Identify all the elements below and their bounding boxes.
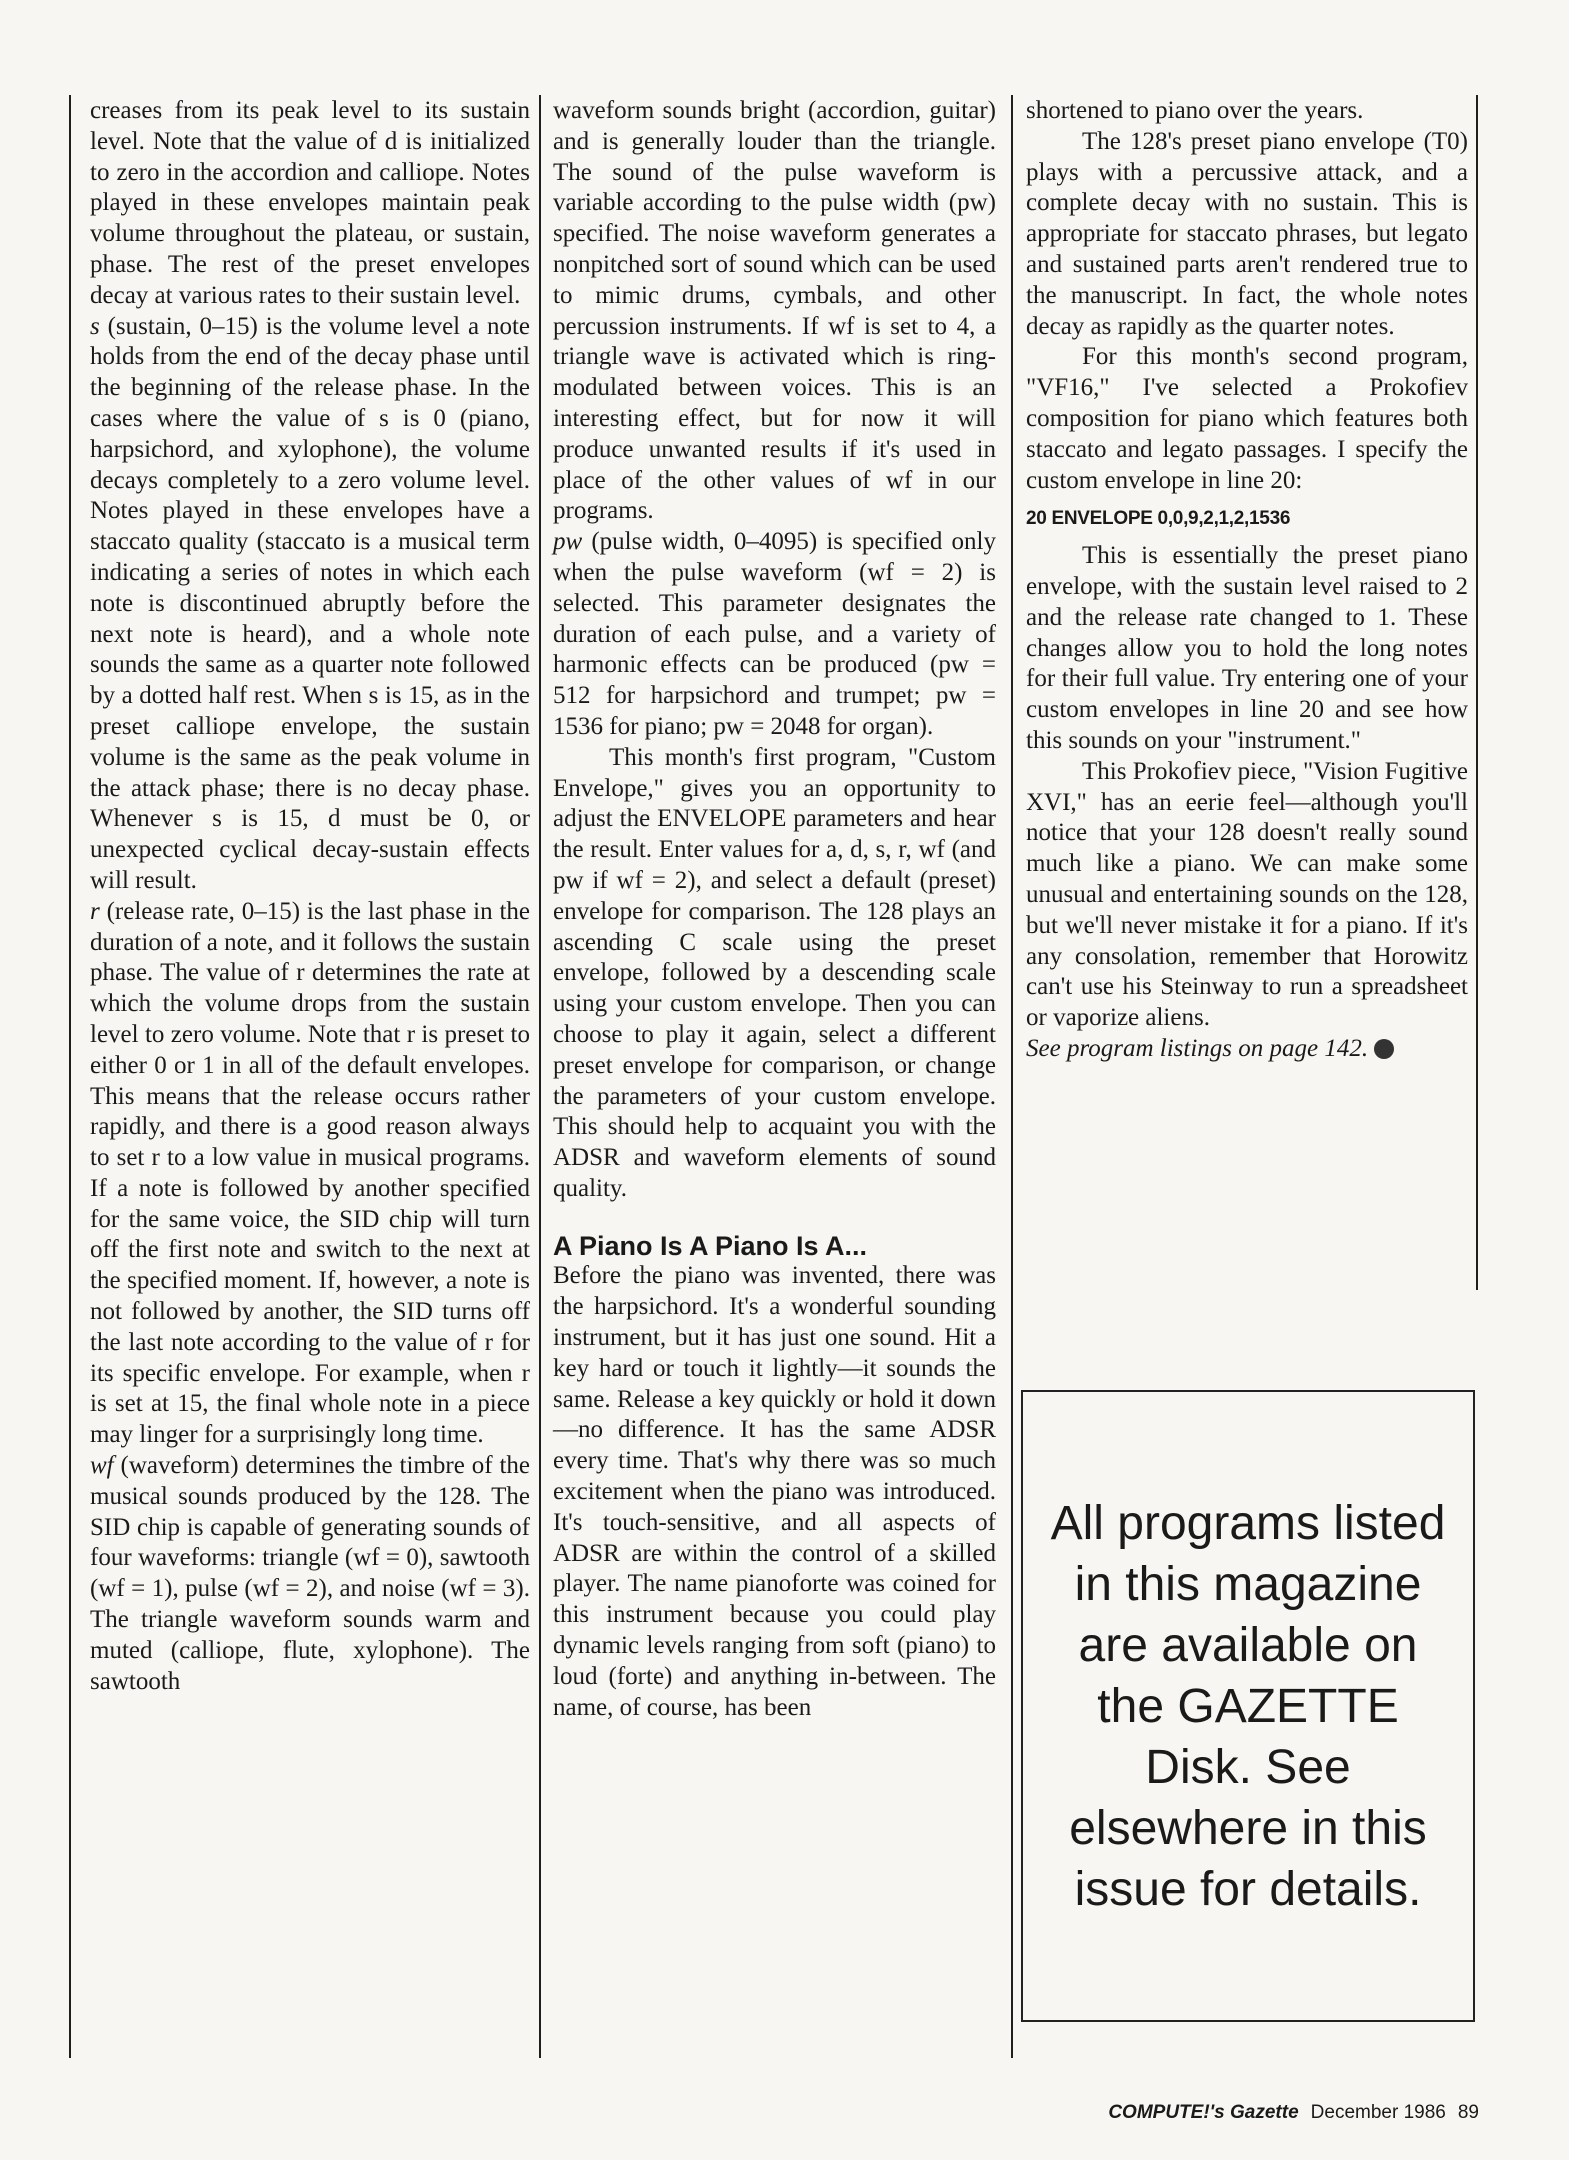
paragraph: shortened to piano over the years. xyxy=(1026,97,1364,124)
term-wf-definition: (waveform) determines the timbre of the musical sounds produced by the 128. The SID chip is capable of generating sounds of four waveforms: triangle (wf = 0), sawtooth (wf = 1), pulse (wf = 2), and noise (wf = 3). The triangle waveform sounds warm and muted (calliope, flute, xylophone). The sawtooth xyxy=(90,1452,530,1695)
term-wf: wf xyxy=(90,1452,114,1480)
paragraph-waveform xyxy=(90,1451,530,1697)
term-r-definition: (release rate, 0–15) is the last phase in the duration of a note, and it follows the sustain phase. The value of r determines the rate at which the volume drops from the sustain level to zero volume. Note that r is preset to either 0 or 1 in all of the default envelopes. This means that the release occurs rather rapidly, and there is a good reason always to set r to a low value in musical programs. If a note is followed by another specified for the same voice, the SID chip will turn off the first note and switch to the next at the specified moment. If, however, a note is not followed by another, the SID turns off the last note according to the value of r for its specific envelope. For example, when r is set at 15, the final whole note in a piece may linger for a surprisingly long time. xyxy=(90,897,530,1449)
column-rule-right xyxy=(1476,95,1478,1290)
paragraph-release xyxy=(90,897,530,1451)
column-rule-1 xyxy=(539,95,541,2058)
see-listings-text: See program listings on page 142. xyxy=(1026,1034,1369,1062)
paragraph: The 128's preset piano envelope (T0) plays with a percussive attack, and a complete decay with no sustain. This is appropriate for staccato phrases, but legato and sustained parts aren't rendered true to the manuscript. In fact, the whole notes decay as rapidly as the quarter notes. xyxy=(1026,127,1468,340)
term-s: s xyxy=(90,312,100,340)
paragraph-pulse-width xyxy=(553,527,996,743)
end-mark-icon xyxy=(1374,1039,1394,1059)
article-column-2 xyxy=(553,96,996,1723)
issue-date: December 1986 xyxy=(1310,2102,1446,2123)
page-number: 89 xyxy=(1457,2102,1479,2123)
section-heading: A Piano Is A Piano Is A... xyxy=(553,1230,868,1261)
article-column-1 xyxy=(90,96,530,1697)
paragraph: This Prokofiev piece, "Vision Fugitive XVI," has an eerie feel—although you'll notice that your 128 doesn't really sound much like a piano. We can make some unusual and entertaining sounds on the 128, but we'll never mistake it for a piano. If it's any consolation, remember that Horowitz can't use his Steinway to run a spreadsheet or vaporize aliens. xyxy=(1026,757,1468,1032)
magazine-name: COMPUTE!'s Gazette xyxy=(1108,2102,1299,2123)
code-line: 20 ENVELOPE 0,0,9,2,1,2,1536 xyxy=(1026,508,1291,530)
paragraph: This month's first program, "Custom Envelope," gives you an opportunity to adjust the ENVELOPE parameters and hear the result. Enter values for a, d, s, r, wf (and pw if wf = 2), and select a default (preset) envelope for comparison. The 128 plays an ascending C scale using the preset envelope, followed by a descending scale using your custom envelope. Then you can choose to play it again, select a different preset envelope for comparison, or change the parameters of your custom envelope. This should help to acquaint you with the ADSR and waveform elements of sound quality. xyxy=(553,743,996,1202)
paragraph: Before the piano was invented, there was the harpsichord. It's a wonderful sounding instrument, but it has just one sound. Hit a key hard or touch it lightly—it sounds the same. Release a key quickly or hold it down—no difference. It has the same ADSR every time. That's why there was so much excitement when the piano was introduced. It's touch-sensitive, and all aspects of ADSR are within the control of a skilled player. The name pianoforte was coined for this instrument because you could play dynamic levels ranging from soft (piano) to loud (forte) and anything in-between. The name, of course, has been xyxy=(553,1262,996,1721)
article-column-3 xyxy=(1026,96,1468,1065)
page-footer xyxy=(1096,2102,1479,2124)
term-s-definition: (sustain, 0–15) is the volume level a note holds from the end of the decay phase until the beginning of the release phase. In the cases where the value of s is 0 (piano, harpsichord, and xylophone), the volume decays completely to a zero volume level. Notes played in these envelopes have a staccato quality (staccato is a musical term indicating a series of notes in which each note is discontinued abruptly before the next note is heard), and a whole note sounds the same as a quarter note followed by a dotted half rest. When s is 15, as in the preset calliope envelope, the sustain volume is the same as the peak volume in the attack phase; there is no decay phase. Whenever s is 15, d must be 0, or unexpected cyclical decay-sustain effects will result. xyxy=(90,312,530,894)
term-r: r xyxy=(90,897,100,925)
column-rule-left xyxy=(69,95,71,2058)
notice-text: All programs listed in this magazine are available on the GAZETTE Disk. See elsewhere in this issue for details. xyxy=(1050,1496,1446,1916)
paragraph: waveform sounds bright (accordion, guitar) and is generally louder than the triangle. The sound of the pulse waveform is variable according to the pulse width (pw) specified. The noise waveform generates a nonpitched sort of sound which can be used to mimic drums, cymbals, and other percussion instruments. If wf is set to 4, a triangle wave is activated which is ring-modulated between voices. This is an interesting effect, but for now it will produce unwanted results if it's used in place of the other values of wf in our programs. xyxy=(553,97,996,525)
paragraph: For this month's second program, "VF16," I've selected a Prokofiev composition for piano which features both staccato and legato passages. I specify the custom envelope in line 20: xyxy=(1026,343,1468,494)
column-rule-2 xyxy=(1011,95,1013,2058)
paragraph: This is essentially the preset piano envelope, with the sustain level raised to 2 and the release rate changed to 1. These changes allow you to hold the long notes for their full value. Try entering one of your custom envelopes in line 20 and see how this sounds on your "instrument." xyxy=(1026,542,1468,754)
term-pw-definition: (pulse width, 0–4095) is specified only when the pulse waveform (wf = 2) is selected. This parameter designates the duration of each pulse, and a variety of harmonic effects can be produced (pw = 512 for harpsichord and trumpet; pw = 1536 for piano; pw = 2048 for organ). xyxy=(553,528,996,740)
term-pw: pw xyxy=(553,528,583,556)
paragraph: creases from its peak level to its sustain level. Note that the value of d is initialized to zero in the accordion and calliope. Notes played in these envelopes maintain peak volume throughout the plateau, or sustain, phase. The rest of the preset envelopes decay at various rates to their sustain level. xyxy=(90,97,530,309)
paragraph-sustain xyxy=(90,312,530,897)
gazette-disk-notice xyxy=(1021,1390,1475,2022)
see-listings-line xyxy=(1026,1034,1468,1065)
